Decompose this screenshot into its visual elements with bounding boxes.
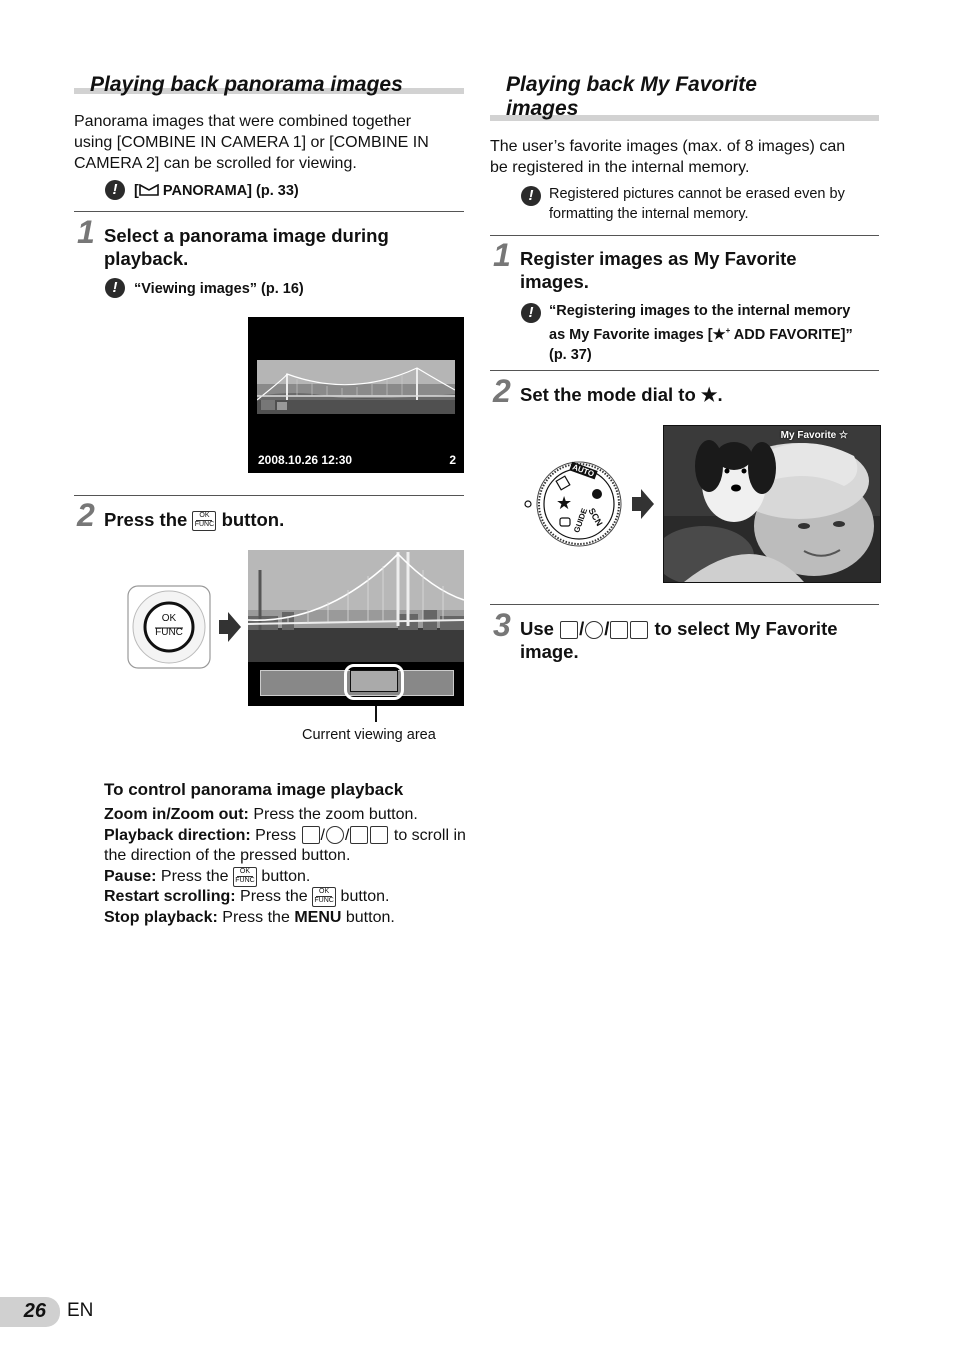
panorama-playback-screen xyxy=(248,550,464,706)
section-title: Playing back My Favorite images xyxy=(506,73,757,120)
intro-text: Panorama images that were combined together using [COMBINE IN CAMERA 1] or [COMBINE IN CAMERA 2] can be scrolled for viewing. xyxy=(74,113,429,172)
control-pad xyxy=(127,585,211,669)
menu-label: MENU xyxy=(294,908,342,926)
svg-text:★: ★ xyxy=(556,493,573,514)
ok-label: OK xyxy=(161,613,177,624)
step-number: 1 xyxy=(77,214,95,250)
step-text: Select a panorama image during playback. xyxy=(104,225,389,269)
ok-func-icon: OK FUNC xyxy=(233,867,257,887)
step-number: 2 xyxy=(77,497,95,533)
step-text: Set the mode dial to ★. xyxy=(520,384,723,405)
dial-label-auto: AUTO xyxy=(571,462,596,479)
current-viewing-area-marker xyxy=(344,664,404,700)
datetime-label: 2008.10.26 12:30 xyxy=(258,453,353,467)
step-number: 2 xyxy=(493,373,511,409)
mode-dial xyxy=(520,460,624,548)
section-title: Playing back panorama images xyxy=(90,73,403,96)
arrow-right-icon xyxy=(632,489,654,519)
intro-text: The user’s favorite images (max. of 8 images) can be registered in the internal memory. xyxy=(490,138,846,176)
divider xyxy=(490,604,879,605)
arrow-buttons-icons: / / xyxy=(301,827,390,844)
caption: Current viewing area xyxy=(302,727,436,743)
panorama-thumbnail xyxy=(257,360,455,414)
divider xyxy=(74,495,464,496)
step-number: 1 xyxy=(493,237,511,273)
add-favorite-icon: ★+ xyxy=(712,326,731,343)
step-number: 3 xyxy=(493,607,511,643)
caution-icon: ! xyxy=(521,186,541,206)
panorama-image xyxy=(248,550,464,662)
page-number: 26 xyxy=(23,1300,46,1322)
ok-func-icon: OK FUNC xyxy=(192,511,216,531)
camera-screen xyxy=(248,317,464,473)
caution-icon: ! xyxy=(105,278,125,298)
reference-note: [ PANORAMA] (p. 33) xyxy=(134,183,299,199)
func-label: FUNC xyxy=(155,627,183,638)
dial-label-scn: SCN xyxy=(586,506,605,528)
reference-note: “Registering images to the internal memory as My Favorite images [★+ ADD FAVORITE]” (p. 37) xyxy=(549,303,853,363)
favorite-photo xyxy=(663,425,881,583)
caution-icon: ! xyxy=(105,180,125,200)
my-favorite-label: My Favorite ☆ xyxy=(780,430,848,441)
photo-boy-with-puppy xyxy=(664,426,880,582)
dial-label-guide: GUIDE xyxy=(572,507,590,534)
control-list: Zoom in/Zoom out: Press the zoom button. Playback direction: Press / / to scroll in the direction of the pressed button. Pause: Press the OK FUNC button. Restart scrolling: Press the OK FUNC button. Stop playback: Press the MENU button. xyxy=(104,806,466,926)
step-text: Use / / to select My Favorite image. xyxy=(520,618,838,662)
control-heading: To control panorama image playback xyxy=(104,780,404,799)
frame-number: 2 xyxy=(449,453,456,467)
step-text: Register images as My Favorite images. xyxy=(520,248,797,292)
caption-pointer-line xyxy=(375,706,377,722)
reference-note: “Viewing images” (p. 16) xyxy=(134,281,304,297)
caution-note: Registered pictures cannot be erased even by formatting the internal memory. xyxy=(549,186,845,222)
divider xyxy=(490,370,879,371)
star-icon: ★ xyxy=(700,384,718,405)
panorama-icon xyxy=(139,184,159,196)
page-number-badge xyxy=(0,1297,60,1327)
divider xyxy=(74,211,464,212)
arrow-right-icon xyxy=(219,612,241,642)
caution-icon: ! xyxy=(521,303,541,323)
language-code: EN xyxy=(67,1300,94,1321)
ok-func-icon: OK FUNC xyxy=(312,887,336,907)
favorite-star-icon: ☆ xyxy=(839,430,848,441)
step-text: Press the OK FUNC button. xyxy=(104,509,285,530)
arrow-buttons-icons: / / xyxy=(559,618,649,639)
divider xyxy=(490,235,879,236)
